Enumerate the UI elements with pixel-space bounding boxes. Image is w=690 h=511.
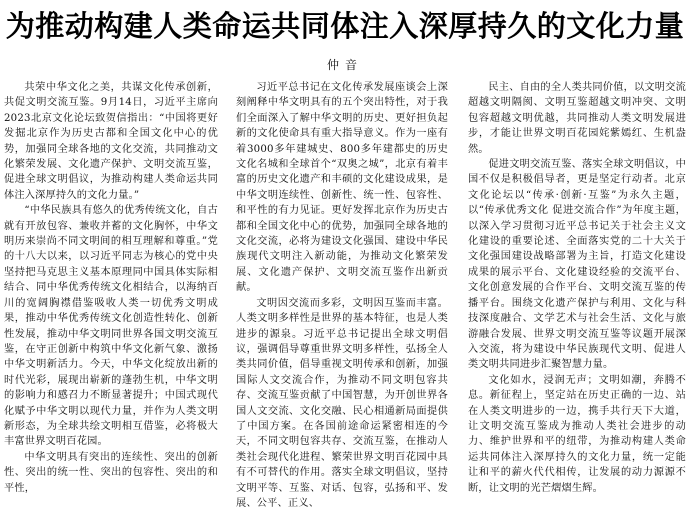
paragraph: 民主、自由的全人类共同价值，以文明交流超越文明隔阂、文明互鉴超越文明冲突、文明包容超越文明优越，共同推动人类文明发展进步，才能让世界文明百花园姹紫嫣红、生机盎然。 (468, 82, 686, 155)
paragraph: 促进文明交流互鉴、落实全球文明倡议，中国不仅是积极倡导者，更是坚定行动者。北京文化论坛以“传承·创新·互鉴”为永久主题，以“传承优秀文化 促进交流合作”为年度主题，以深入学习贯彻习近平总书记关于社会主义文化建设的重要论述、全面落实党的二十大关于文化强国建设战略部署为主旨，打造文化建设成果的展示平台、文化建设经验的交流平台、文化创意发展的合作平台、文明交流互鉴的传播平台。围绕文化遗产保护与利用、文化与科技深度融合、文学艺术与社会生活、文化与旅游融合发展、世界文明交流互鉴等议题开展深入交流，将为建设中华民族现代文明、促进人类文明共同进步汇聚智慧力量。 (468, 159, 686, 371)
paragraph: 中华文明具有突出的连续性、突出的创新性、突出的统一性、突出的包容性、突出的和平性， (4, 451, 218, 494)
article-headline: 为推动构建人类命运共同体注入深厚持久的文化力量 (5, 9, 685, 43)
article-byline: 仲音 (326, 58, 363, 72)
text-column-2 (236, 80, 448, 509)
text-column-1 (4, 80, 218, 494)
paragraph: 共荣中华文化之美，共谋文化传承创新，共促文明交流互鉴。9月14日，习近平主席向2023北京文化论坛致贺信指出：“中国将更好发掘北京作为历史古都和全国文化中心的优势，加强同全球各地的文化交流，共同推动文化繁荣发展、文化遗产保护、文明交流互鉴，促进全球文明倡议，为推动构建人类命运共同体注入深厚持久的文化力量。” (4, 82, 218, 201)
text-column-3 (468, 80, 686, 494)
paragraph: 文化如水，浸润无声；文明如潮，奔腾不息。新征程上，坚定站在历史正确的一边、站在人类文明进步的一边，携手共行天下大道，让文明交流互鉴成为推动人类社会进步的动力、维护世界和平的纽带，为推动构建人类命运共同体注入深厚持久的文化力量，统一定能让和平的薪火代代相传，让发展的动力源源不断，让文明的光芒熠熠生辉。 (468, 374, 686, 494)
paragraph: “中华民族具有悠久的优秀传统文化，自古就有开放包容、兼收并蓄的文化胸怀，中华文明历来崇尚不同文明间的相互理解和尊重。”党的十八大以来，以习近平同志为核心的党中央坚持把马克思主义基本原理同中国具体实际相结合、同中华优秀传统文化相结合，以海纳百川的宽阔胸襟借鉴吸收人类一切优秀文明成果，推动中华优秀传统文化创造性转化、创新性发展，推动中华文明同世界各国文明交流互鉴，在守正创新中构筑中华文化新气象、激扬中华文明新活力。今天，中华文化绽放出新的时代光彩，展现出崭新的蓬勃生机，中华文明的影响力和感召力不断显著提升；中国式现代化赋予中华文明以现代力量，并作为人类文明新形态，为全球共绘文明相互借鉴，必将极大丰富世界文明百花园。 (4, 205, 218, 448)
paragraph: 习近平总书记在文化传承发展座谈会上深刻阐释中华文明具有的五个突出特性，对于我们全面深入了解中华文明的历史、更好担负起新的文化使命具有重大指导意义。作为一座有着3000多年建城史、800多年建都史的历史文化名城和全球首个“双奥之城”，北京有着丰富的历史文化遗产和丰硕的文化建设成果，是中华文明连续性、创新性、统一性、包容性、和平性的有力见证。更好发挥北京作为历史古都和全国文化中心的优势，加强同全球各地的文化交流，必将为建设文化强国、建设中华民族现代文明注入新动能，为推动文化繁荣发展、文化遗产保护、文明交流互鉴作出新贡献。 (236, 82, 448, 294)
paragraph: 文明因交流而多彩，文明因互鉴而丰富。人类文明多样性是世界的基本特征，也是人类进步的源泉。习近平总书记提出全球文明倡议，强调倡导尊重世界文明多样性，弘扬全人类共同价值，倡导重视文明传承和创新，加强国际人文交流合作，为推动不同文明包容共存、交流互鉴贡献了中国智慧，为开创世界各国人文交流、文化交融、民心相通新局面提供了中国方案。在各国前途命运紧密相连的今天，不同文明包容共存、交流互鉴，在推动人类社会现代化进程、繁荣世界文明百花园中具有不可替代的作用。落实全球文明倡议，坚持文明平等、互鉴、对话、包容，弘扬和平、发展、公平、正义、 (236, 297, 448, 509)
